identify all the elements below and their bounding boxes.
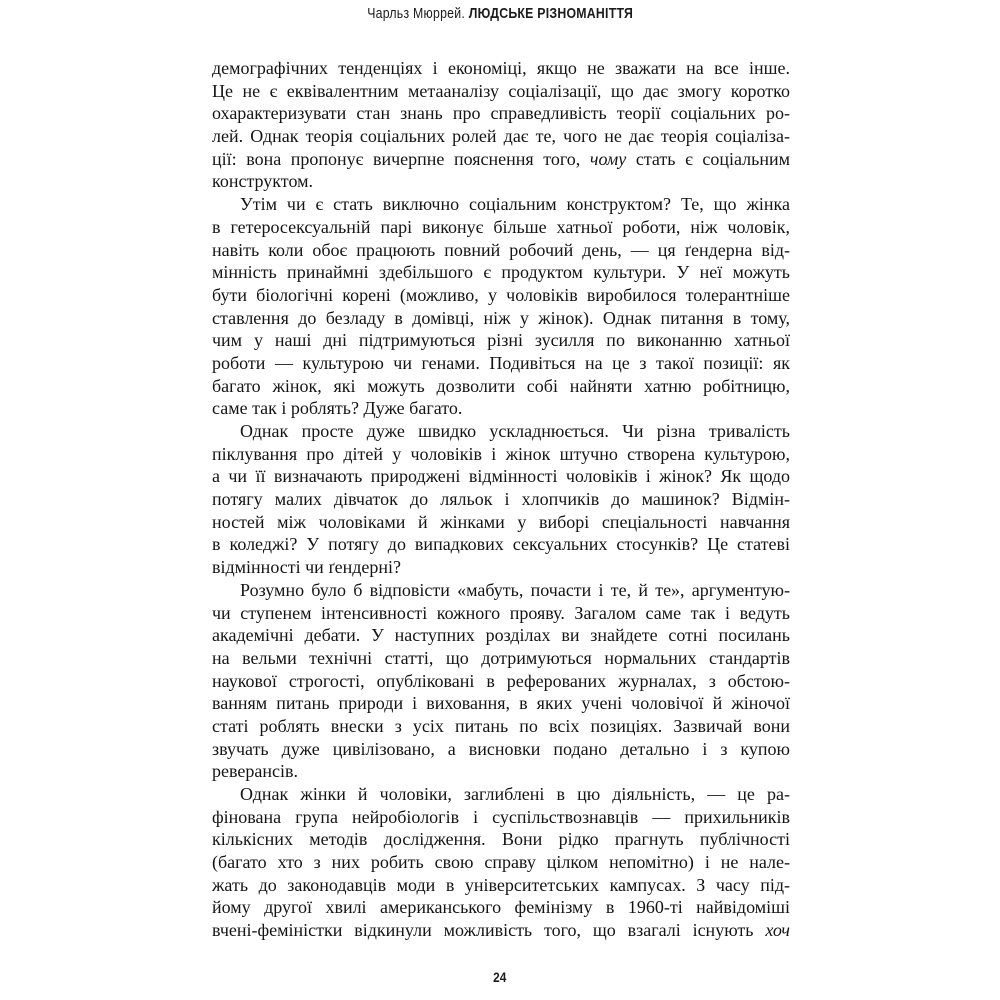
text-line: Однак жінки й чоловіки, заглиблені в цю діяльність, — це ра- xyxy=(240,784,790,804)
text-line: ції: вона пропонує вичерпне пояснення того, чому стать є соціальним xyxy=(212,148,790,169)
text-line: жать до законодавців моди в університетських кампусах. З часу під- xyxy=(212,874,790,895)
text-line: кількісних методів дослідження. Вони рідко прагнуть публічності xyxy=(212,829,790,850)
paragraph xyxy=(212,783,790,942)
italic-text: хоч xyxy=(765,920,790,941)
paragraph xyxy=(212,193,790,420)
text-line: в гетеросексуальній парі виконує більше хатньої роботи, ніж чоловік, xyxy=(212,216,790,237)
text-line: роботи — культурою чи генами. Подивіться на це з такої позиції: як xyxy=(212,352,790,373)
text-line: потягу малих дівчаток до ляльок і хлопчиків до машинок? Відмін- xyxy=(212,489,790,510)
text-line: а чи її визначають природжені відмінності чоловіків і жінок? Як щодо xyxy=(212,466,790,487)
page-footer xyxy=(0,969,1000,985)
page-number: 24 xyxy=(493,969,507,985)
text-line: в коледжі? У потягу до випадкових сексуальних стосунків? Це статеві xyxy=(212,534,790,555)
italic-text: чому xyxy=(589,148,627,169)
text-line: на вельми технічні статті, що дотримуються нормальних стандартів xyxy=(212,647,790,668)
text-line: мінність принаймні здебільшого є продуктом культури. У неї можуть xyxy=(212,262,790,283)
text-line: звучать дуже цивілізовано, а висновки подано детально і з купою xyxy=(212,738,790,759)
running-head-text xyxy=(367,5,633,23)
text-line: вчені-феміністки відкинули можливість того, що взагалі існують хоч xyxy=(212,920,790,941)
text-line: статі роблять внески з усіх питань по всіх позиціях. Зазвичай вони xyxy=(212,715,790,736)
text-line: фінована група нейробіологів і суспільствознавців — прихильників xyxy=(212,806,790,827)
text-line: лей. Однак теорія соціальних ролей дає те, чого не дає теорія соціаліза- xyxy=(212,126,790,147)
paragraph xyxy=(212,579,790,783)
text-line: бути біологічні корені (можливо, у чоловіків виробилося толерантніше xyxy=(212,284,790,305)
text-line: охарактеризувати стан знань про справедливість теорії соціальних ро- xyxy=(212,103,790,124)
text-line: конструктом. xyxy=(212,171,313,192)
text-line: ностей між чоловіками й жінками у виборі спеціальності навчання xyxy=(212,511,790,532)
paragraph xyxy=(212,57,790,193)
text-line: Це не є еквівалентним метааналізу соціалізації, що дає змогу коротко xyxy=(212,80,790,101)
header-author: Чарльз Мюррей. xyxy=(367,5,465,22)
text-line: Однак просте дуже швидко ускладнюється. Чи різна тривалість xyxy=(240,421,790,441)
running-head xyxy=(0,5,1000,23)
text-line: Утім чи є стать виключно соціальним конструктом? Те, що жінка xyxy=(240,194,790,215)
text-line: саме так і роблять? Дуже багато. xyxy=(212,398,463,419)
text-line: йому другої хвилі американського фемінізму в 1960-ті найвідоміші xyxy=(212,897,790,918)
text-line: (багато хто з них робить свою справу цілком непомітно) і не нале- xyxy=(212,852,790,873)
text-line: чи ступенем інтенсивності кожного прояву. Загалом саме так і ведуть xyxy=(212,602,790,623)
text-line: ставлення до безладу в домівці, ніж у жінок). Однак питання в тому, xyxy=(212,307,790,328)
text-line: наукової строгості, опубліковані в реферованих журналах, з обстою- xyxy=(212,670,790,691)
text-line: ванням питань природи і виховання, в яких учені чоловічої й жіночої xyxy=(212,693,790,714)
header-book-title: ЛЮДСЬКЕ РІЗНОМАНІТТЯ xyxy=(468,5,633,22)
text-line: відмінності чи ґендерні? xyxy=(212,557,402,578)
text-block xyxy=(212,57,790,942)
text-line: Розумно було б відповісти «мабуть, почасти і те, й те», аргументую- xyxy=(240,579,790,600)
paragraph xyxy=(212,420,790,579)
text-line: навіть коли обоє працюють повний робочий день, — ця ґендерна від- xyxy=(212,239,790,260)
text-line: піклування про дітей у чоловіків і жінок штучно створена культурою, xyxy=(212,443,790,464)
text-line: чим у наші дні підтримуються різні зусилля по виконанню хатньої xyxy=(212,330,790,351)
text-line: академічні дебати. У наступних розділах ви знайдете сотні посилань xyxy=(212,625,790,646)
text-line: демографічних тенденціях і економіці, якщо не зважати на все інше. xyxy=(212,58,790,78)
text-line: багато жінок, які можуть дозволити собі найняти хатню робітницю, xyxy=(212,375,790,396)
text-line: реверансів. xyxy=(212,761,298,782)
